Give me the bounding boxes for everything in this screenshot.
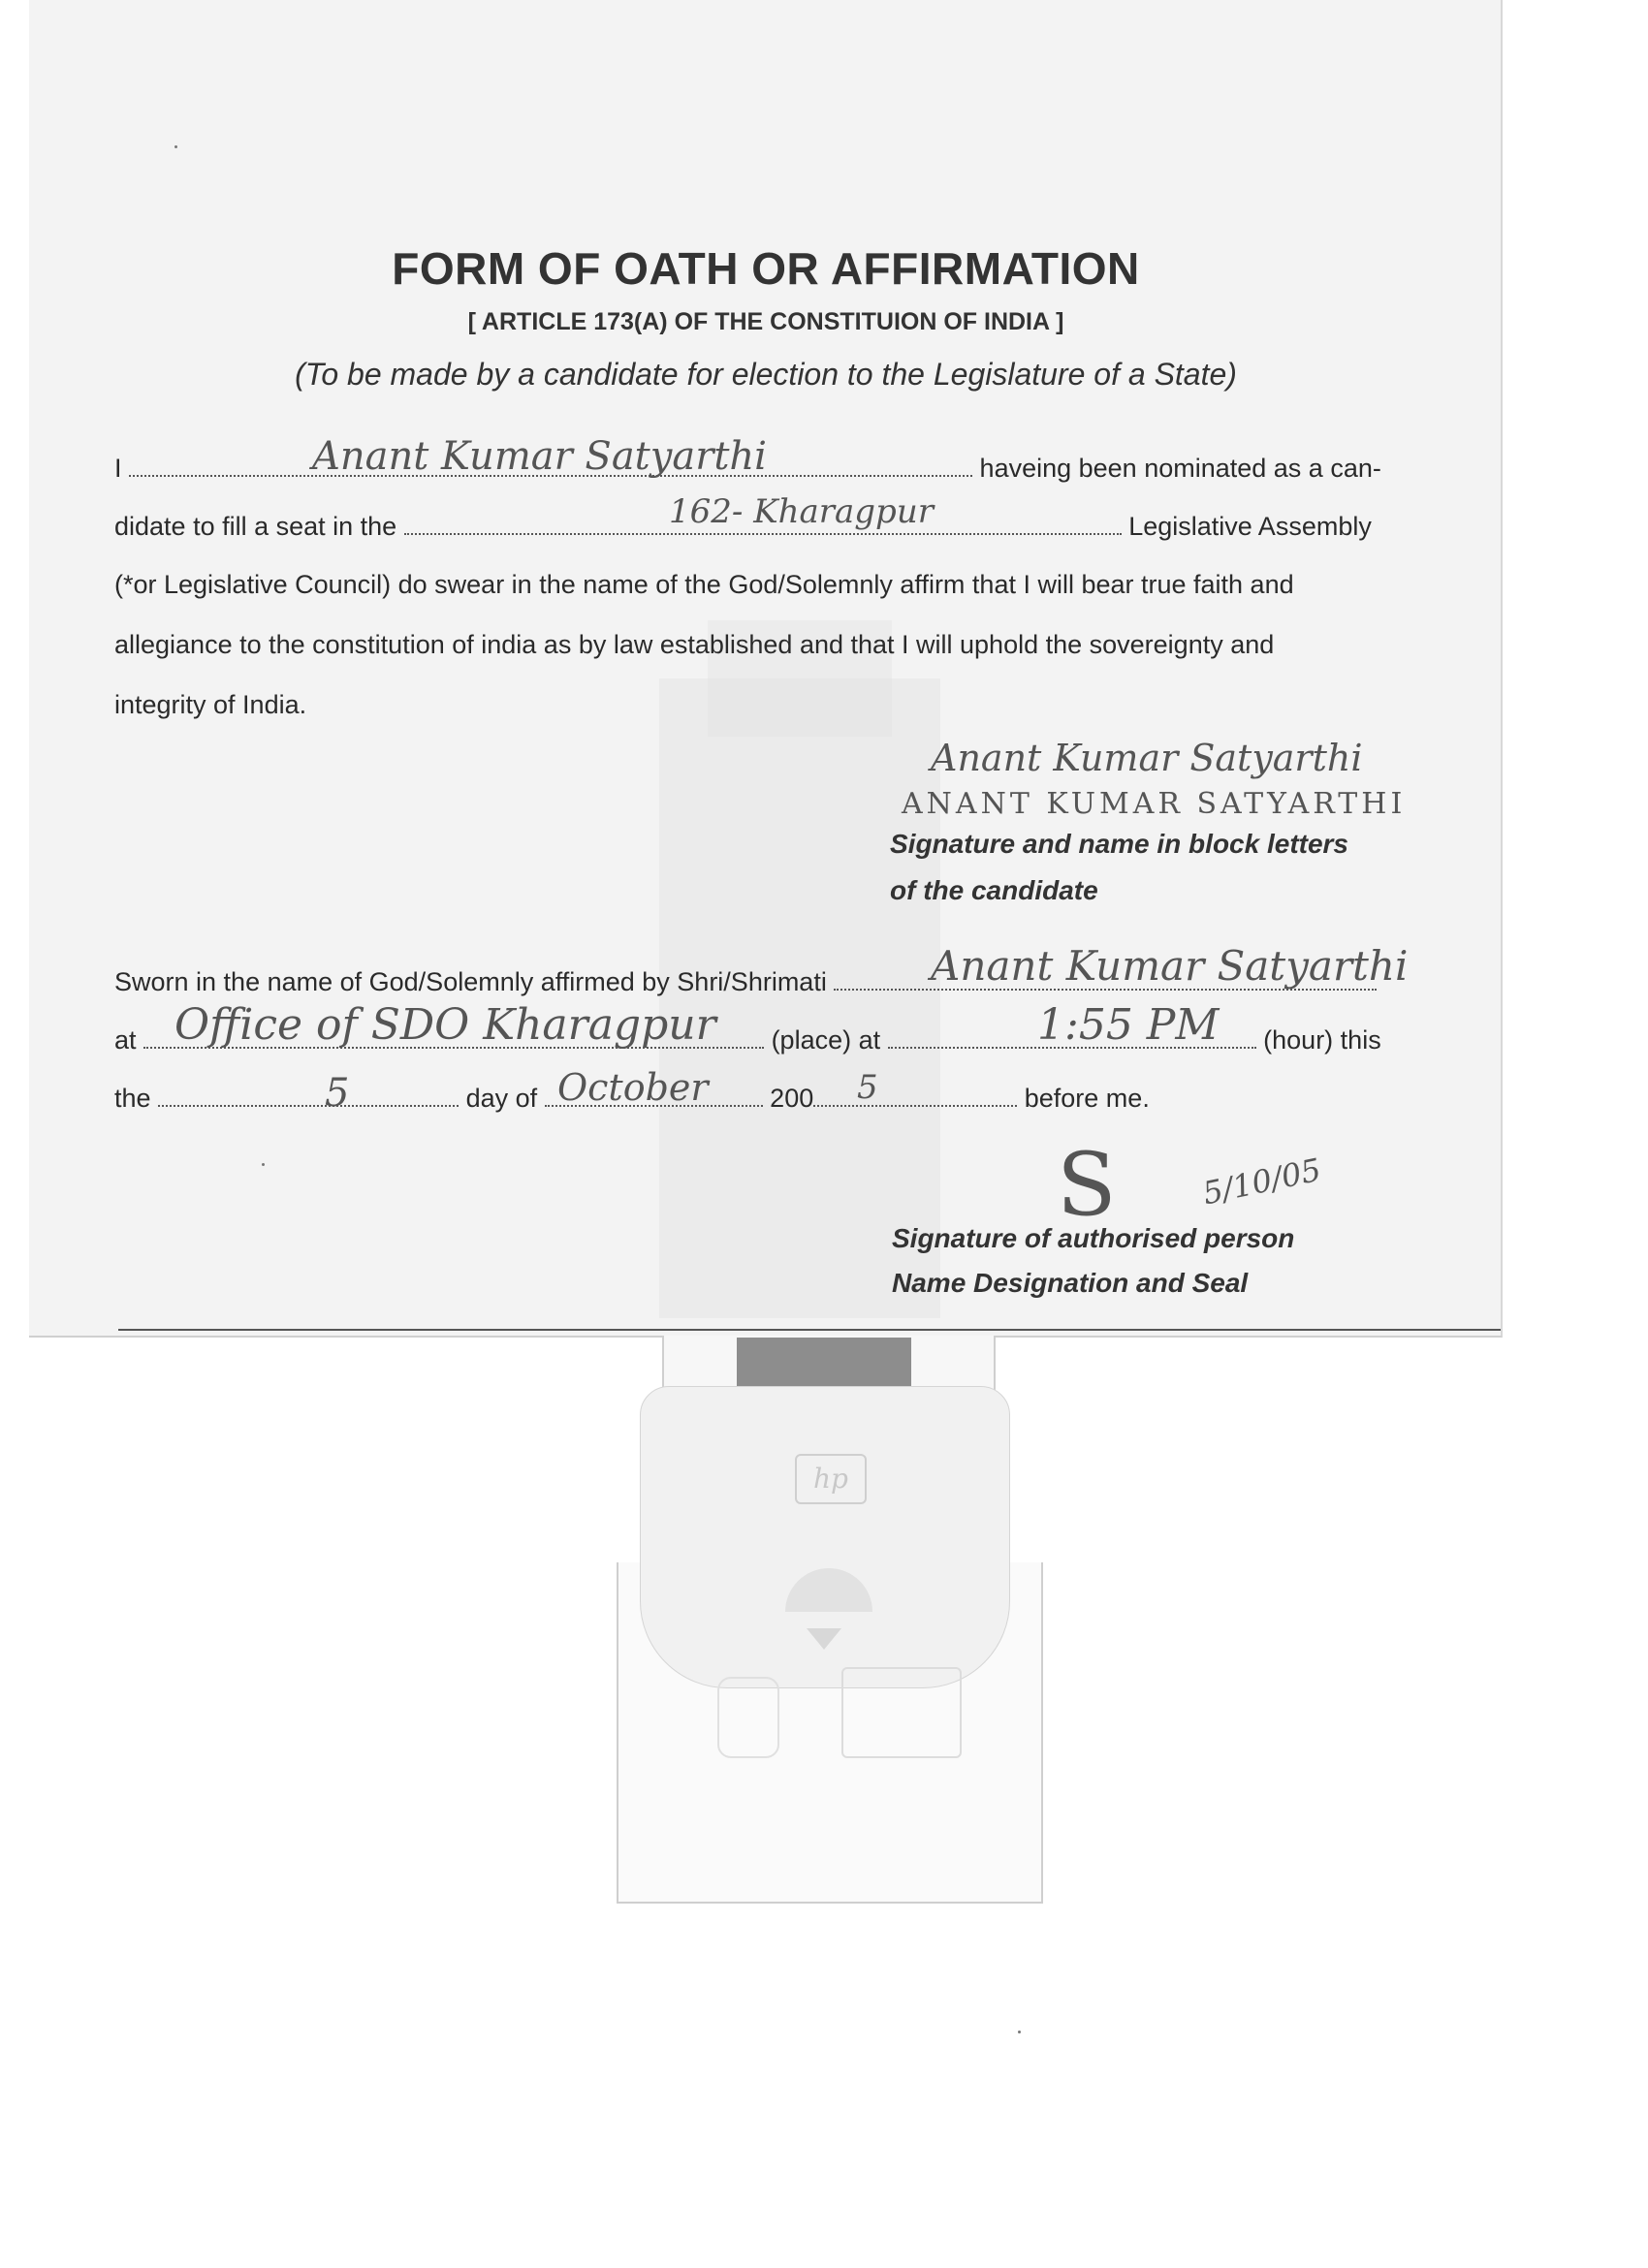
sworn-line-3 [114, 1084, 1433, 1114]
handwritten-constituency: 162- Kharagpur [669, 492, 934, 531]
candidate-block-name: ANANT KUMAR SATYARTHI [902, 787, 1407, 821]
authority-caption-line-1: Signature of authorised person [892, 1223, 1295, 1253]
sworn-text: Sworn in the name of God/Solemnly affirmed by Shri/Shrimati [114, 967, 827, 996]
handwritten-day: 5 [325, 1071, 350, 1116]
scan-speck [174, 145, 177, 148]
scan-shadow [659, 678, 940, 1318]
authority-signature: S [1057, 1134, 1117, 1236]
sworn-text: (hour) this [1263, 1025, 1381, 1055]
oath-text: Legislative Assembly [1128, 512, 1372, 541]
handwritten-hour: 1:55 PM [1037, 1000, 1220, 1050]
authority-caption-line-2: Name Designation and Seal [892, 1268, 1249, 1298]
handwritten-place: Office of SDO Kharagpur [174, 1000, 716, 1050]
candidate-caption-line-1: Signature and name in block letters [890, 829, 1349, 859]
oath-text: I [114, 454, 122, 483]
handwritten-name: Anant Kumar Satyarthi [312, 434, 767, 479]
camera-port-icon [717, 1677, 779, 1758]
authority-date: 5/10/05 [1199, 1150, 1324, 1213]
sworn-text: (place) at [771, 1025, 881, 1055]
page-rule [118, 1329, 1501, 1331]
form-note: (To be made by a candidate for election to the Legislature of a State) [295, 357, 1237, 392]
card-slot-icon [841, 1667, 962, 1758]
scan-speck [1018, 2031, 1021, 2033]
sworn-text: day of [465, 1084, 538, 1113]
sworn-text: the [114, 1084, 151, 1113]
oath-line-3: (*or Legislative Council) do swear in the name of the God/Solemnly affirm that I will bear true faith and [114, 570, 1294, 599]
hp-logo-icon: hp [795, 1454, 867, 1504]
sworn-text: 200 [770, 1084, 814, 1113]
form-subtitle: [ ARTICLE 173(A) OF THE CONSTITUION OF INDIA ] [467, 308, 1064, 335]
form-title: FORM OF OATH OR AFFIRMATION [392, 243, 1140, 294]
arrow-down-icon [807, 1628, 841, 1650]
oath-text: haveing been nominated as a can- [979, 454, 1381, 483]
scanner-band [737, 1338, 911, 1386]
year-field [813, 1087, 1017, 1107]
handwritten-sworn-name: Anant Kumar Satyarthi [931, 942, 1409, 990]
candidate-caption-line-2: of the candidate [890, 875, 1098, 905]
oath-line-5: integrity of India. [114, 690, 307, 719]
oath-text: didate to fill a seat in the [114, 512, 397, 541]
sworn-text: at [114, 1025, 137, 1055]
sworn-text: before me. [1024, 1084, 1150, 1113]
candidate-signature: Anant Kumar Satyarthi [931, 737, 1363, 779]
handwritten-month: October [557, 1066, 709, 1109]
oath-line-4: allegiance to the constitution of india as by law established and that I will uphold the sovereignty and [114, 630, 1275, 659]
handwritten-year: 5 [857, 1068, 878, 1107]
day-field [158, 1087, 459, 1107]
scan-speck [262, 1163, 265, 1166]
